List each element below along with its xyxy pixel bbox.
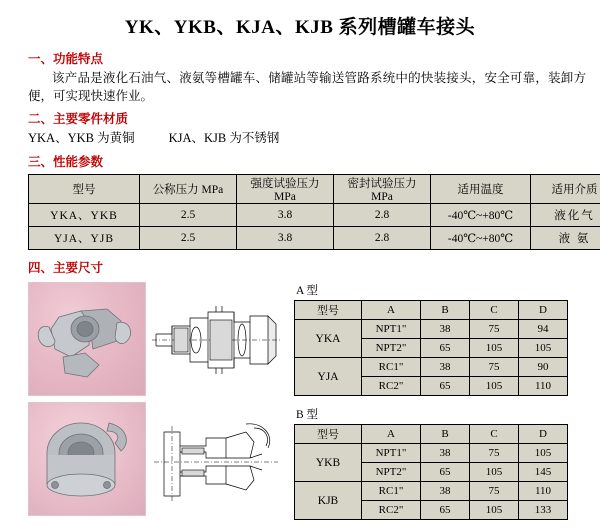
table-row (295, 320, 568, 339)
dim-b-col-0: 型号 (295, 425, 362, 444)
dim-a-r1-c1: NPT2" (362, 339, 421, 358)
dimensions-area (28, 282, 590, 530)
dim-a-col-0: 型号 (295, 301, 362, 320)
table-header-row (295, 301, 568, 320)
dim-b-r2-c3: 75 (470, 482, 519, 501)
dim-a-r3-c1: RC2" (362, 377, 421, 396)
dim-b-r3-c1: RC2" (362, 501, 421, 520)
dim-a-col-1: A (362, 301, 421, 320)
perf-r1-c1: 2.5 (140, 227, 237, 250)
dim-b-r2-c1: RC1" (362, 482, 421, 501)
section-heading-performance: 三、性能参数 (28, 152, 590, 170)
dim-a-r0-c4: 94 (519, 320, 568, 339)
dim-a-r1-c4: 105 (519, 339, 568, 358)
perf-r0-c3: 2.8 (334, 204, 431, 227)
type-b-label: B 型 (296, 406, 572, 422)
table-row (29, 204, 600, 227)
dim-a-r3-c2: 65 (421, 377, 470, 396)
perf-r0-c5: 液化气 (531, 204, 600, 227)
table-row (295, 482, 568, 501)
table-header-row (295, 425, 568, 444)
perf-r1-c3: 2.8 (334, 227, 431, 250)
dim-a-r2-c4: 90 (519, 358, 568, 377)
perf-r0-c4: -40℃~+80℃ (431, 204, 531, 227)
product-photo-b (28, 402, 146, 516)
dim-b-r1-c3: 105 (470, 463, 519, 482)
page-title: YK、YKB、KJA、KJB 系列槽罐车接头 (10, 0, 590, 45)
perf-r1-c4: -40℃~+80℃ (431, 227, 531, 250)
section-heading-features: 一、功能特点 (28, 49, 590, 67)
perf-r1-c0: YJA、YJB (29, 227, 140, 250)
dim-a-col-3: C (470, 301, 519, 320)
section-heading-dimensions: 四、主要尺寸 (28, 258, 590, 276)
section-heading-material: 二、主要零件材质 (28, 109, 590, 127)
dim-b-r0-c4: 105 (519, 444, 568, 463)
table-header-row (29, 175, 600, 204)
dim-a-r1-c2: 65 (421, 339, 470, 358)
dim-b-r3-c3: 105 (470, 501, 519, 520)
dim-a-r2-c2: 38 (421, 358, 470, 377)
perf-col-2: 强度试验压力 MPa (237, 175, 334, 204)
table-row (29, 227, 600, 250)
perf-r1-c5: 液 氨 (531, 227, 600, 250)
dim-a-r3-c3: 105 (470, 377, 519, 396)
perf-col-5: 适用介质 (531, 175, 600, 204)
dim-a-r2-c1: RC1" (362, 358, 421, 377)
perf-r1-c2: 3.8 (237, 227, 334, 250)
perf-col-1: 公称压力 MPa (140, 175, 237, 204)
perf-col-0: 型号 (29, 175, 140, 204)
dim-a-r0-c2: 38 (421, 320, 470, 339)
perf-col-4: 适用温度 (431, 175, 531, 204)
dim-b-r1-c2: 65 (421, 463, 470, 482)
dim-b-r2-c4: 110 (519, 482, 568, 501)
dim-b-r2-c2: 38 (421, 482, 470, 501)
material-line (28, 129, 590, 148)
dim-a-r2-model: YJA (295, 358, 362, 396)
dim-b-r0-model: YKB (295, 444, 362, 482)
dim-b-col-3: C (470, 425, 519, 444)
perf-r0-c0: YKA、YKB (29, 204, 140, 227)
table-row (295, 358, 568, 377)
dim-b-r3-c4: 133 (519, 501, 568, 520)
dim-b-col-1: A (362, 425, 421, 444)
dim-b-r0-c2: 38 (421, 444, 470, 463)
type-a-label: A 型 (296, 282, 572, 298)
dim-a-r0-model: YKA (295, 320, 362, 358)
perf-col-3: 密封试验压力 MPa (334, 175, 431, 204)
technical-drawing-b (150, 402, 282, 514)
illustration-column (28, 282, 286, 530)
dim-b-r0-c1: NPT1" (362, 444, 421, 463)
dim-a-r1-c3: 105 (470, 339, 519, 358)
dim-b-r1-c1: NPT2" (362, 463, 421, 482)
perf-r0-c1: 2.5 (140, 204, 237, 227)
dimension-table-b (294, 424, 568, 520)
illustration-row-b (28, 402, 286, 516)
dim-a-r0-c3: 75 (470, 320, 519, 339)
dimension-tables-column (294, 282, 572, 530)
dim-b-r1-c4: 145 (519, 463, 568, 482)
dim-b-col-2: B (421, 425, 470, 444)
material-right: KJA、KJB 为不锈钢 (169, 131, 280, 145)
material-left: YKA、YKB 为黄铜 (28, 131, 135, 145)
dim-b-r2-model: KJB (295, 482, 362, 520)
features-text (28, 69, 586, 105)
technical-drawing-a (150, 282, 282, 394)
dimension-table-a (294, 300, 568, 396)
dim-b-r3-c2: 65 (421, 501, 470, 520)
dim-a-r2-c3: 75 (470, 358, 519, 377)
perf-r0-c2: 3.8 (237, 204, 334, 227)
product-photo-a (28, 282, 146, 396)
features-paragraph: 该产品是液化石油气、液氨等槽罐车、储罐站等输送管路系统中的快装接头，安全可靠，装卸方便，可实现快速作业。 (28, 69, 586, 105)
table-row (295, 444, 568, 463)
dim-b-r0-c3: 75 (470, 444, 519, 463)
dim-a-col-4: D (519, 301, 568, 320)
illustration-row-a (28, 282, 286, 396)
dim-b-col-4: D (519, 425, 568, 444)
dim-a-r3-c4: 110 (519, 377, 568, 396)
performance-table (28, 174, 600, 250)
dim-a-r0-c1: NPT1" (362, 320, 421, 339)
dim-a-col-2: B (421, 301, 470, 320)
